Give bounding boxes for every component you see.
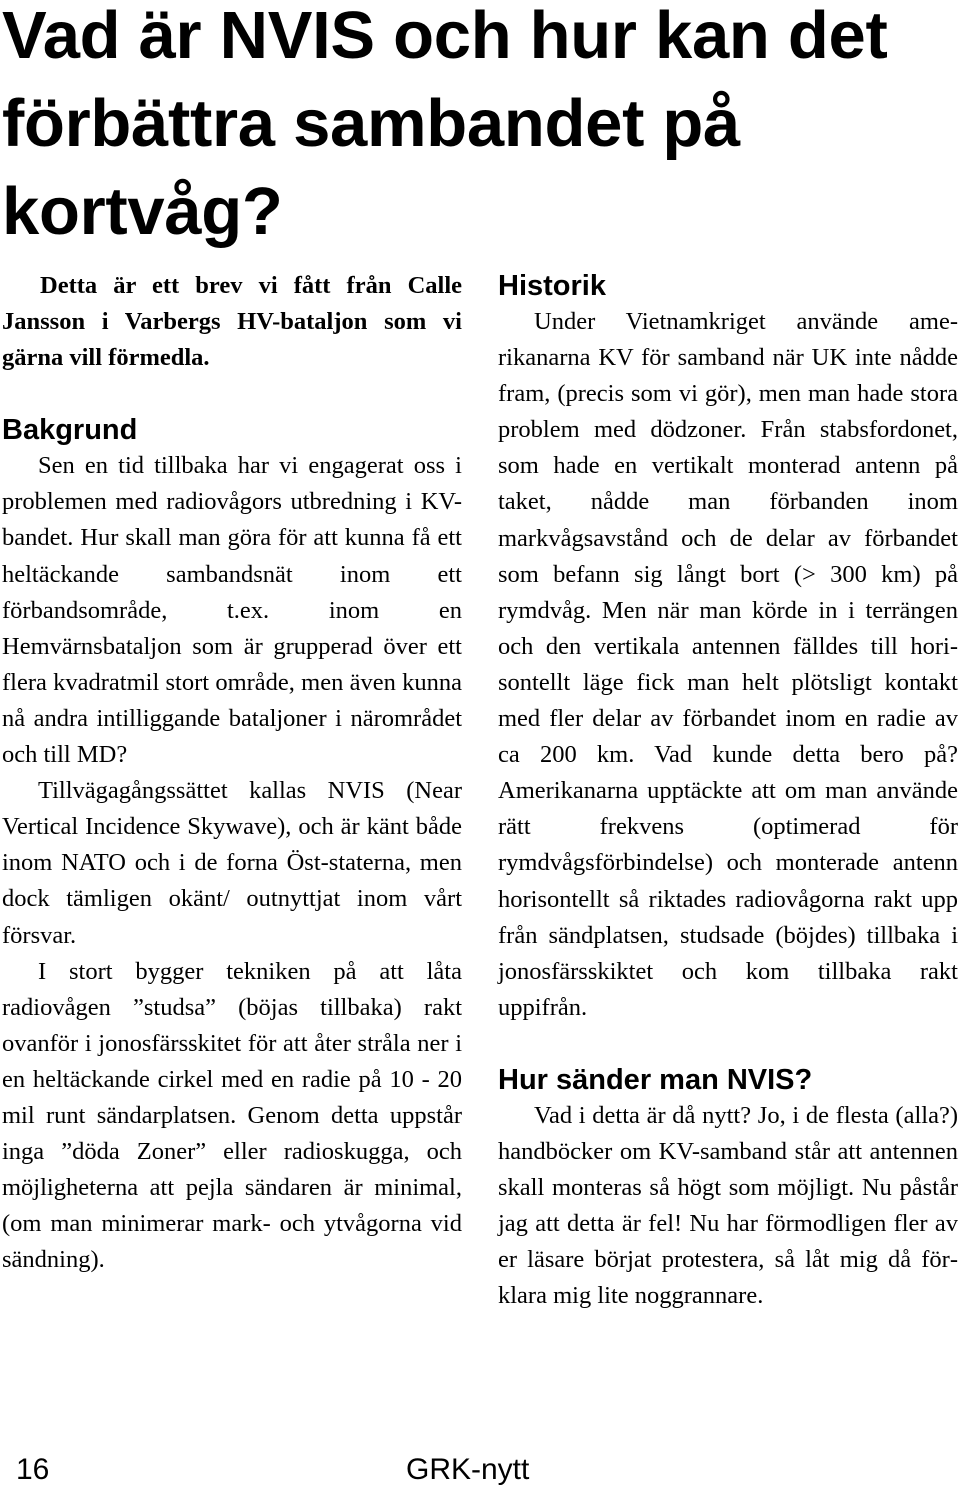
section-heading-bakgrund: Bakgrund bbox=[2, 414, 138, 447]
section-heading-hur-sander-man: Hur sänder man NVIS? bbox=[498, 1063, 813, 1096]
page-number: 16 bbox=[16, 1453, 50, 1486]
left-column bbox=[2, 268, 462, 1278]
right-column bbox=[498, 268, 958, 1314]
paragraph-bakgrund-2: Tillvägagångssättet kallas NVIS (Near Vertical Incidence Skywave), och är känt både inom NATO och i de forna Öst-staterna, men dock tämligen okänt/ outnyttjat inom vårt försvar. bbox=[2, 777, 462, 949]
article-title: Vad är NVIS och hur kan det förbättra sambandet på kortvåg? bbox=[2, 0, 888, 249]
paragraph-historik-1: Under Vietnamkriget använde amerikanarna KV för samband när UK inte nådde fram, (precis som vi gör), men man hade stora problem med dödzoner. Från stabsfordonet, som hade en vertikalt monterad antenn på taket, nådde man förbanden inom markvågsavstånd och de delar av förbandet som befann sig långt bort (> 300 km) på rymdvåg. Men när man körde in i terrängen och den vertikala antennen fälldes till horisontellt läge fick man helt plötsligt kontakt med fler delar av förbandet inom en radie av ca 200 km. Vad kunde detta bero på? Amerikanarna upptäckte att om man använde rätt frekvens (optimerad för rymdvågsförbindelse) och monterade antenn horisontellt så riktades radiovågorna rakt upp från sändplatsen, studsade (böjdes) tillbaka i jonosfärsskiktet och kom tillbaka rakt uppifrån. bbox=[498, 308, 958, 1021]
paragraph-bakgrund-3: I stort bygger tekniken på att låta radiovågen ”studsa” (böjas tillbaka) rakt ovanför i jonosfärsskitet för att åter stråla ner i en heltäckande cirkel med en radie på 10 - 20 mil runt sändarplatsen. Genom detta uppstår inga ”döda Zoner” eller radioskugga, och möjligheterna att pejla sändaren är minimal, (om man minimerar mark- och ytvågorna vid sändning). bbox=[2, 957, 462, 1274]
paragraph-hur-sander-man-1: Vad i detta är då nytt? Jo, i de flesta (alla?) handböcker om KV-samband står att antennen skall monteras så högt som möjligt. Nu påstår jag att detta är fel! Nu har förmodligen fler av er läsare börjat protestera, så låt mig då förklara mig lite noggrannare. bbox=[498, 1101, 958, 1310]
section-heading-historik: Historik bbox=[498, 270, 606, 302]
publication-name: GRK-nytt bbox=[406, 1453, 530, 1486]
article-intro: Detta är ett brev vi fått från Calle Jansson i Varbergs HV-bataljon som vi gärna vill förmedla. bbox=[2, 272, 462, 372]
paragraph-bakgrund-1: Sen en tid tillbaka har vi engagerat oss i problemen med radiovågors utbredning i KV-bandet. Hur skall man göra för att kunna få ett heltäckande sambandsnät inom ett förbandsområde, t.ex. inom en Hemvärnsbataljon som är grupperad över ett flera kvadratmil stort område, men även kunna nå andra intilliggande bataljoner i närområdet och till MD? bbox=[2, 452, 462, 769]
